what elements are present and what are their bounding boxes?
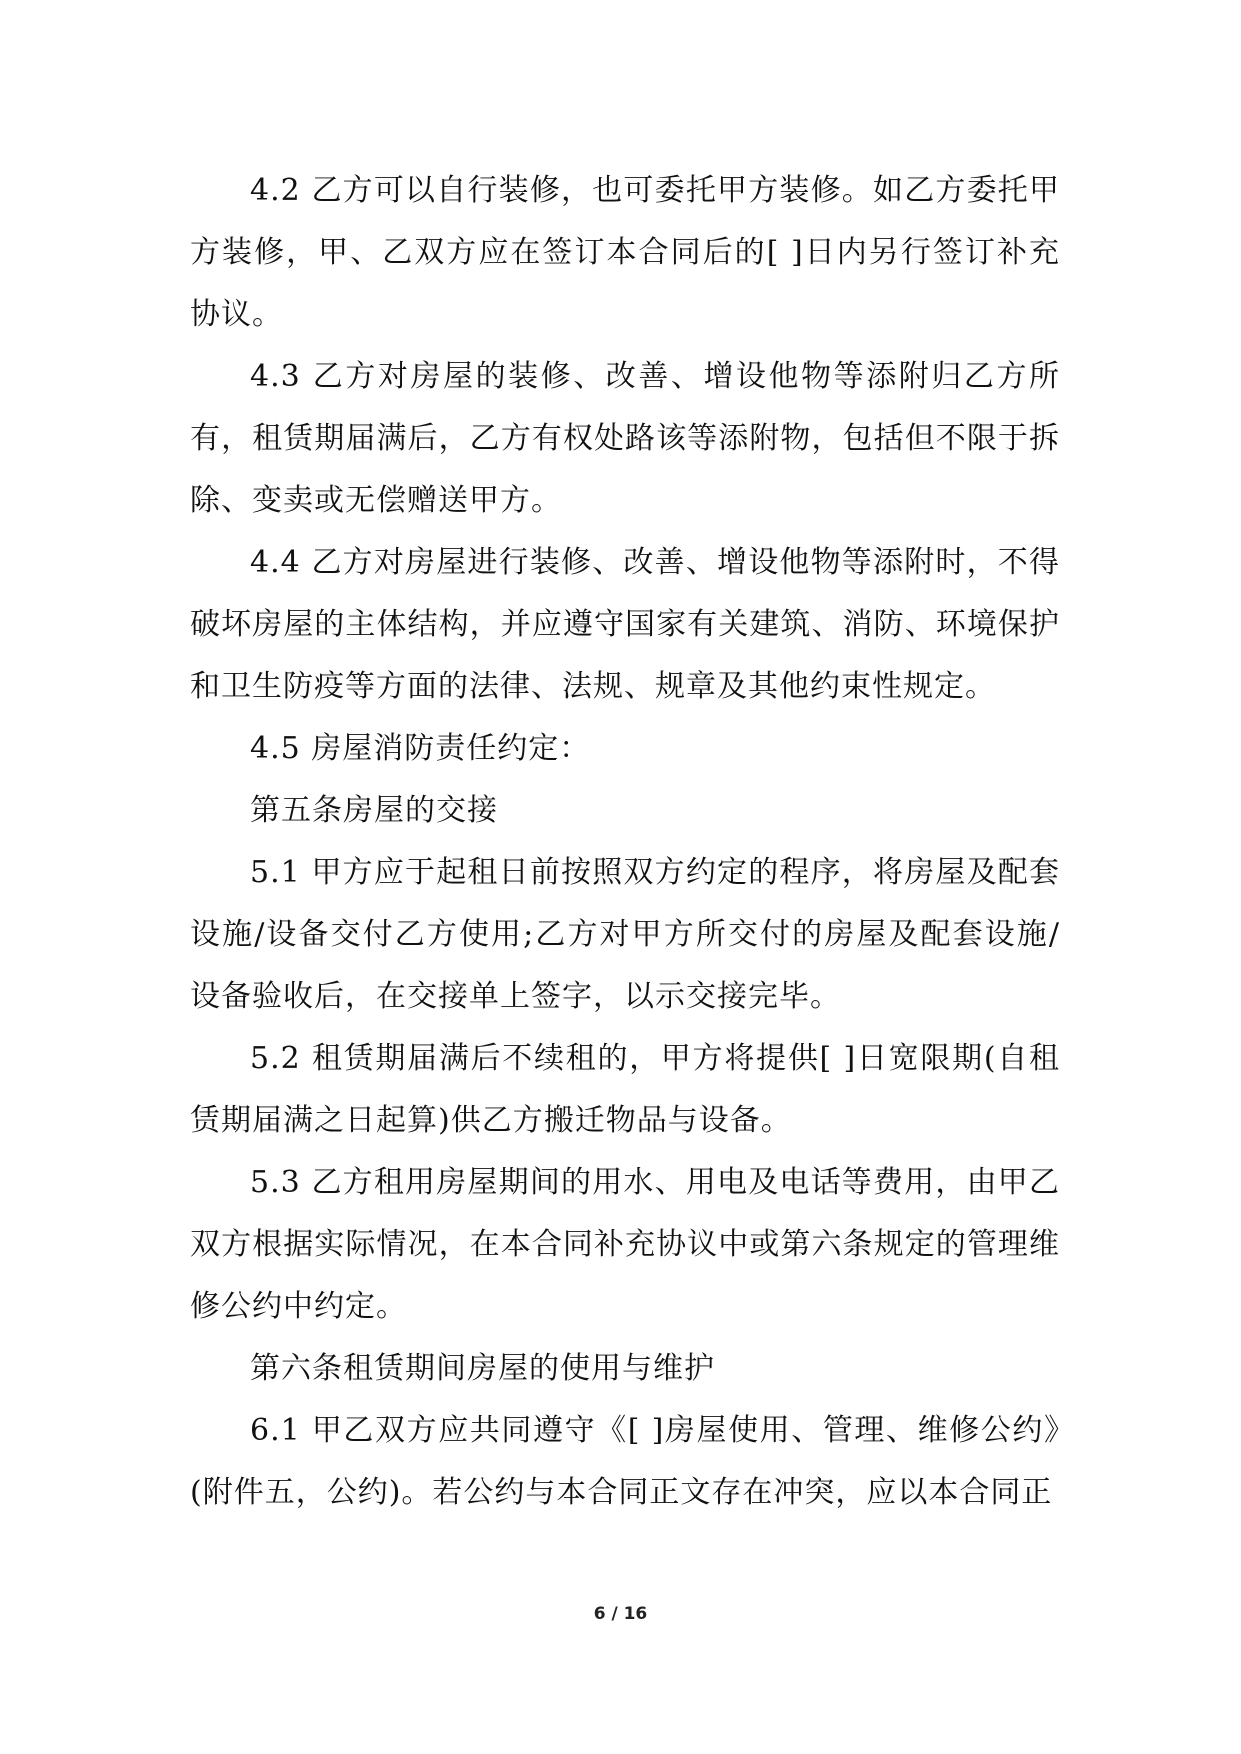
paragraph-5-2: 5.2 租赁期届满后不续租的，甲方将提供[ ]日宽限期(自租赁期届满之日起算)供乙方搬迁物品与设备。	[190, 1041, 1060, 1138]
paragraph-6-1: 6.1 甲乙双方应共同遵守《[ ]房屋使用、管理、维修公约》(附件五，公约)。若公约与本合同正文存在冲突，应以本合同正	[190, 1413, 1060, 1510]
paragraph-4-5: 4.5 房屋消防责任约定：	[250, 731, 591, 766]
paragraph-4-2: 4.2 乙方可以自行装修，也可委托甲方装修。如乙方委托甲方装修，甲、乙双方应在签订本合同后的[ ]日内另行签订补充协议。	[190, 173, 1060, 332]
section-heading-article-5: 第五条房屋的交接	[250, 793, 498, 828]
paragraph-5-1: 5.1 甲方应于起租日前按照双方约定的程序，将房屋及配套设施/设备交付乙方使用;乙方对甲方所交付的房屋及配套设施/设备验收后，在交接单上签字，以示交接完毕。	[190, 855, 1060, 1014]
section-heading-article-6: 第六条租赁期间房屋的使用与维护	[250, 1351, 715, 1386]
document-body	[190, 160, 1060, 1524]
paragraph-4-3: 4.3 乙方对房屋的装修、改善、增设他物等添附归乙方所有，租赁期届满后，乙方有权处路该等添附物，包括但不限于拆除、变卖或无偿赠送甲方。	[190, 359, 1060, 518]
paragraph-5-3: 5.3 乙方租用房屋期间的用水、用电及电话等费用，由甲乙双方根据实际情况，在本合同补充协议中或第六条规定的管理维修公约中约定。	[190, 1165, 1060, 1324]
paragraph-4-4: 4.4 乙方对房屋进行装修、改善、增设他物等添附时，不得破坏房屋的主体结构，并应遵守国家有关建筑、消防、环境保护和卫生防疫等方面的法律、法规、规章及其他约束性规定。	[190, 545, 1060, 704]
page-number: 6 / 16	[593, 1604, 648, 1624]
